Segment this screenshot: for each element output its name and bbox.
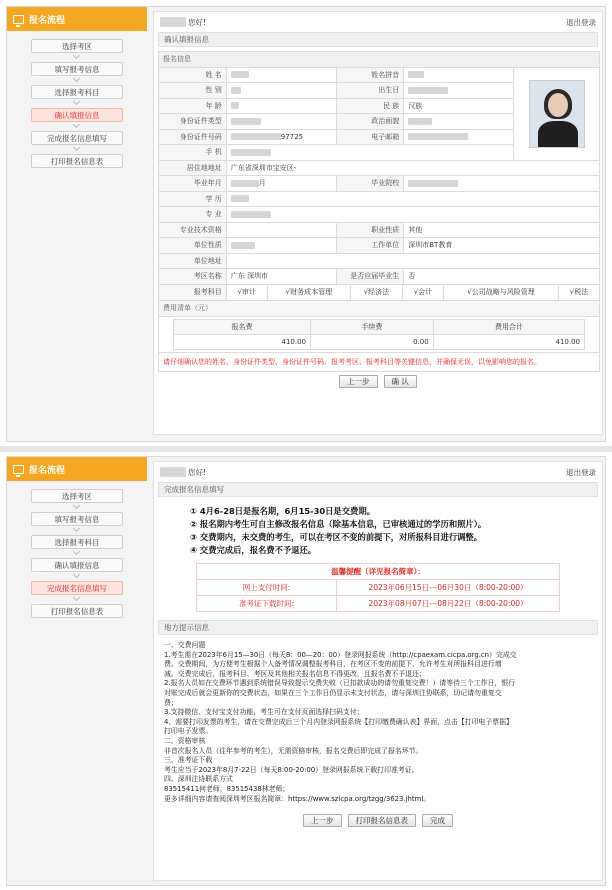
tips-line: 对账完成后就会更新你的交费状态，如果在三个工作日仍显示未支付状态，请与深圳注协联系，切记请勿重复交 [164,688,502,697]
confirm-button[interactable]: 确 认 [384,375,417,388]
tips-line: 2.报名人员如在交费环节遇到系统错误导致提示交费失败（已扣款成功的请勿重复交费！）请等待三个工作日，银行 [164,679,516,688]
step-confirm-info[interactable]: 确认填报信息 [31,558,123,572]
reminder-title: 温馨提醒（详见报名简章）： [197,564,560,580]
label-grad-date: 毕业年月 [159,176,227,192]
label-exam-area: 考区名称 [159,269,227,285]
prev-button[interactable]: 上一步 [303,814,342,827]
sidebar-title: 报名流程 [29,15,66,26]
greeting-text: 您好! [188,17,207,27]
monitor-icon [13,15,24,24]
subject-item: √经济法 [351,285,403,301]
tips-line: 一、交费问题 [164,641,206,649]
tips-line: 1.考生需在2023年6月15—30日（每天8：00—20：00）登录网报系统（http://cpaexam.cicpa.org.cn）完成交 [164,650,517,659]
step-complete[interactable]: 完成报名信息填写 [31,581,123,595]
label-id-type: 身份证件类型 [159,114,227,130]
tips-line: 4、需要打印发票的考生，请在交费完成后三个月内登录网报系统【打印缴费确认表】界面，点击【打印电子票据】 [164,717,513,726]
value-work-unit: 深圳市BT教育 [404,238,600,254]
reminder-label: 网上支付时间: [197,580,337,596]
value-age [226,98,336,114]
fee-header: 报名费 [174,319,311,334]
value-email [404,129,514,145]
subject-item: √会计 [402,285,443,301]
value-education [226,191,599,207]
fee-cell [159,316,600,352]
label-fresh-grad: 是否应届毕业生 [336,269,404,285]
chevron-down-icon [72,595,82,604]
step-complete[interactable]: 完成报名信息填写 [31,131,123,145]
section-title: 确认填报信息 [158,32,598,47]
greeting [160,467,206,478]
tips-section-title: 地方提示信息 [158,620,598,635]
logout-link[interactable]: 退出登录 [566,17,596,27]
label-phone: 手 机 [159,145,227,161]
topbar [154,12,602,32]
fee-value: 0.00 [311,334,434,349]
sidebar [7,457,147,885]
info-table [158,51,600,372]
action-bar [154,814,602,827]
finish-button[interactable]: 完成 [422,814,453,827]
prev-button[interactable]: 上一步 [339,375,378,388]
fee-value: 410.00 [174,334,311,349]
fee-table [173,319,585,350]
redacted-username [160,467,186,477]
action-bar [154,372,602,388]
main-content [153,11,603,435]
notice-item: ③ 交费期内，未交费的考生，可以在考区不变的前提下，对所报科目进行调整。 [190,532,483,542]
value-id-number [226,129,336,145]
tips-line: 三、准考证下载 [164,756,213,765]
applicant-photo [529,80,585,148]
label-ethnicity: 民 族 [336,98,404,114]
tips-line: 打印电子发票。 [164,727,213,736]
chevron-down-icon [72,503,82,512]
value-politics [404,114,514,130]
reminder-value: 2023年06月15日---06月30日（8:00-20:00） [337,580,560,596]
value-major [226,207,599,223]
step-fill-info[interactable]: 填写报考信息 [31,512,123,526]
step-print[interactable]: 打印报名信息表 [31,604,123,618]
tips-line: 3.支持微信、支付宝支付功能，考生可在支付页面选择扫码支付； [164,708,364,717]
reminder-table [196,563,560,612]
label-unit-nature: 单位性质 [159,238,227,254]
notice-item: ④ 交费完成后，报名费不予退还。 [190,545,317,555]
tips-line: 四、深圳注协联系方式 [164,775,233,784]
value-phone [226,145,513,161]
value-fresh-grad: 否 [404,269,600,285]
subject-item: √审计 [227,285,268,301]
value-name-pinyin [404,67,514,83]
greeting [160,17,206,28]
info-header: 报名信息 [159,52,600,68]
tips-body [154,635,602,804]
chevron-down-icon [72,99,82,108]
value-tech-title [226,222,336,238]
label-unit-address: 单位地址 [159,253,227,269]
chevron-down-icon [72,122,82,131]
label-subjects: 报考科目 [159,284,227,301]
topbar [154,462,602,482]
fee-title: 费用清单（元） [159,301,600,317]
id-number-tail: 97725 [280,132,304,141]
notice-list [190,497,602,557]
tips-line: 二、资格审核 [164,736,206,745]
value-grad-date: 月 [226,176,336,192]
step-select-subjects[interactable]: 选择报考科目 [31,85,123,99]
greeting-text: 您好! [188,467,207,477]
fee-header: 手续费 [311,319,434,334]
value-job-nature: 其他 [404,222,600,238]
label-politics: 政治面貌 [336,114,404,130]
tips-line: 83515411何老师，83515438林老师； [164,784,290,793]
value-exam-area: 广东 深圳市 [226,269,336,285]
tips-line: 减。交费完成后，报考科目、考区及其他相关报名信息不得更改，且报名费不予退还； [164,669,426,678]
chevron-down-icon [72,53,82,62]
chevron-down-icon [72,145,82,154]
section-title: 完成报名信息填写 [158,482,598,497]
tips-line: 考生应当于2023年8月7-22日（每天8:00-20:00）登录网报系统下载打印准考证。 [164,765,419,774]
label-id-number: 身份证件号码 [159,129,227,145]
label-name-pinyin: 姓名拼音 [336,67,404,83]
label-education: 学 历 [159,191,227,207]
panel-confirm-info [6,6,606,442]
reminder-value: 2023年08月07日---08月22日（8:00-20:00） [337,596,560,612]
tips-line: 非首次报名人员（往年参考的考生），无需资格审核，报名交费后即完成了报名环节。 [164,746,423,755]
label-major: 专 业 [159,207,227,223]
label-address: 居住地地址 [159,160,227,176]
sidebar-title: 报名流程 [29,465,66,476]
tips-line: 更多详细内容请查阅深圳考区报名简章：https://www.szicpa.org/tzgg/3623.jhtml。 [164,794,431,803]
panel-complete [6,456,606,886]
notice-item: ① 4月6-28日是报名期，6月15-30日是交费期。 [190,506,375,516]
step-list [7,31,147,168]
label-birth: 出生日 [336,83,404,99]
chevron-down-icon [72,572,82,581]
step-list [7,481,147,618]
sidebar-header [7,457,147,481]
label-gender: 性 别 [159,83,227,99]
label-age: 年 龄 [159,98,227,114]
chevron-down-icon [72,549,82,558]
chevron-down-icon [72,76,82,85]
subject-item: √税法 [569,288,589,297]
reminder-label: 准考证下载时间: [197,596,337,612]
sidebar-header [7,7,147,31]
value-ethnicity: 汉族 [404,98,514,114]
step-select-area[interactable]: 选择考区 [31,39,123,53]
value-unit-address [226,253,599,269]
step-print[interactable]: 打印报名信息表 [31,154,123,168]
step-fill-info[interactable]: 填写报考信息 [31,62,123,76]
value-unit-nature [226,238,336,254]
value-name [226,67,336,83]
tips-line: 费。交费期间，为方便考生根据个人备考情况调整报考科目，在考区不变的前提下，允许考生对所报科目进行增 [164,660,502,669]
redacted-username [160,17,186,27]
value-birth [404,83,514,99]
chevron-down-icon [72,526,82,535]
tips-line: 费； [164,698,178,707]
value-id-type [226,114,336,130]
label-job-nature: 职业性质 [336,222,404,238]
print-form-button[interactable]: 打印报名信息表 [348,814,417,827]
step-confirm-info[interactable]: 确认填报信息 [31,108,123,122]
main-content [153,461,603,881]
step-select-subjects[interactable]: 选择报考科目 [31,535,123,549]
subject-item: √公司战略与风险管理 [444,285,559,301]
notice-item: ② 报名期内考生可自主修改报名信息（除基本信息，已审核通过的学历和照片）。 [190,519,487,529]
subject-item: √财务成本管理 [267,285,350,301]
photo-cell [514,67,600,160]
step-select-area[interactable]: 选择考区 [31,489,123,503]
subjects-cell [226,284,599,301]
label-email: 电子邮箱 [336,129,404,145]
label-name: 姓 名 [159,67,227,83]
value-gender [226,83,336,99]
monitor-icon [13,465,24,474]
logout-link[interactable]: 退出登录 [566,467,596,477]
label-work-unit: 工作单位 [336,238,404,254]
value-grad-school [404,176,600,192]
value-address: 广东省深圳市宝安区- [226,160,599,176]
sidebar [7,7,147,441]
fee-header: 费用合计 [433,319,584,334]
panel-separator [0,446,612,452]
label-tech-title: 专业技术资格 [159,222,227,238]
label-grad-school: 毕业院校 [336,176,404,192]
fee-value: 410.00 [433,334,584,349]
warning-text: 请仔细确认您的姓名、身份证件类型、身份证件号码、报考考区、报考科目等关键信息，并确保无误，以免影响您的报名。 [159,352,600,371]
